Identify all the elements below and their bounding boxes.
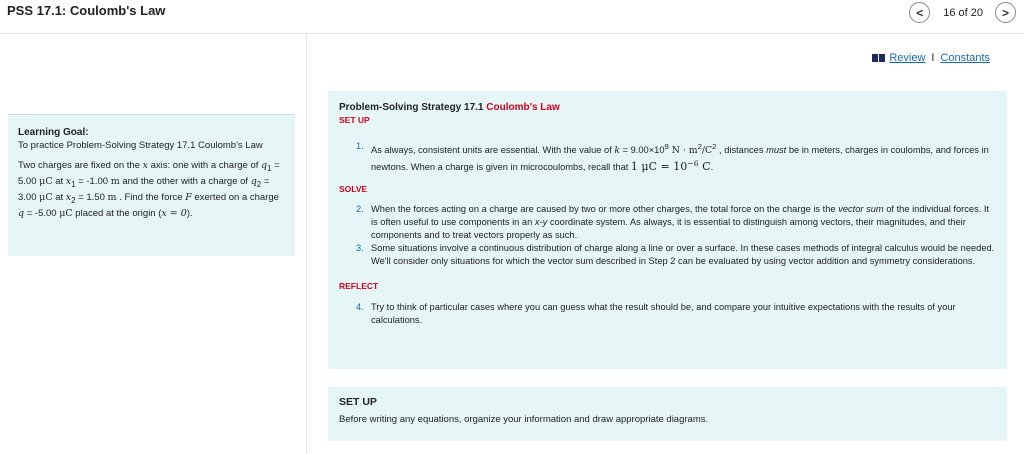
- learning-goal-panel: [8, 114, 295, 256]
- setup-text: Before writing any equations, organize your information and draw appropriate diagrams.: [339, 414, 709, 425]
- chevron-left-icon: <: [916, 5, 924, 20]
- review-link[interactable]: Review: [889, 52, 926, 64]
- learning-goal-heading: Learning Goal:: [18, 127, 89, 138]
- top-bar: [0, 0, 1024, 34]
- book-icon: [872, 54, 885, 62]
- next-button[interactable]: [995, 2, 1016, 23]
- resource-links: [872, 52, 990, 64]
- strategy-title: Problem-Solving Strategy 17.1 Coulomb's Law: [339, 102, 560, 113]
- setup-panel: [328, 387, 1007, 441]
- strategy-panel: [328, 91, 1007, 369]
- strategy-step-1: 1. As always, consistent units are essential. With the value of $k = 9.00\times 10^9$ $N \cdot m^2/C^2$ , distances must be in meters, charges in coulombs, and forces in newtons. When a charge is given in microcoulombs, recall that 1 $\mu C = 10^{-6}$ C.: [356, 141, 989, 174]
- previous-button[interactable]: [909, 2, 930, 23]
- setup-label: SET UP: [339, 115, 370, 125]
- problem-statement: Two charges are fixed on the x axis: one with a charge of $q_1 = 5.00$ μC at $x_1 = -1.00$ m and the other with a charge of $q_2 = 3.00$ μC at $x_2 = 1.50$ m . Find the force F exerted on a charge q = -5.00 μC placed at the origin (x = 0).: [18, 160, 280, 219]
- constants-link[interactable]: Constants: [940, 52, 990, 64]
- strategy-step-2: 2. When the forces acting on a charge are caused by two or more other charges, the total force on the charge is the vector sum of the individual forces. It is often useful to use components in an x-y coordinate system. As always, it is essential to distinguish among vectors, their magnitudes, and their components and to treat vectors properly as such.: [356, 204, 990, 241]
- pagination: [909, 2, 1016, 23]
- solve-label: SOLVE: [339, 184, 368, 195]
- setup-title: SET UP: [339, 396, 377, 408]
- link-separator: I: [931, 52, 935, 64]
- learning-goal-text: To practice Problem-Solving Strategy 17.1 Coulomb's Law: [18, 140, 263, 151]
- page-counter: 16 of 20: [943, 6, 983, 19]
- strategy-step-3: 3. Some situations involve a continuous distribution of charge along a line or over a surface. In these cases methods of integral calculus would be needed. We'll consider only situations for which the vector sum described in Step 2 can be evaluated by using vector addition and symmetry considerations.: [356, 243, 995, 267]
- strategy-step-4: 4. Try to think of particular cases where you can guess what the result should be, and compare your intuitive expectations with the results of your calculations.: [356, 302, 956, 326]
- chevron-right-icon: >: [1001, 5, 1009, 20]
- column-divider: [306, 34, 307, 454]
- page-title: PSS 17.1: Coulomb's Law: [7, 3, 166, 18]
- reflect-label: REFLECT: [339, 281, 379, 292]
